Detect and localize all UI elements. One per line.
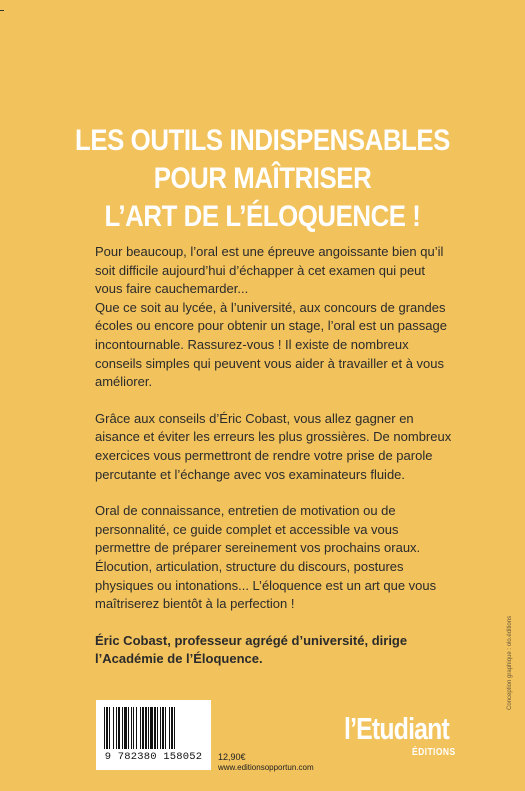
paragraph-advice: Grâce aux conseils d’Éric Cobast, vous allez gagner en aisance et éviter les erreurs les plus grossières. De nombreux exercices vous permettront de rendre votre prise de parole percutante et l’échange avec vos examinateurs fluide. (95, 410, 452, 482)
barcode-icon (104, 707, 203, 749)
paragraph-guide: Oral de connaissance, entretien de motivation ou de personnalité, ce guide complet et accessible va vous permettre de préparer sereinement vos prochains oraux. (95, 503, 421, 556)
headline-line-3: L’ART DE L’ÉLOQUENCE ! (104, 200, 421, 233)
headline-line-1: LES OUTILS INDISPENSABLES (75, 124, 450, 157)
logo-sub-text: ÉDITIONS (412, 747, 456, 758)
isbn-number: 9 782380 158052 (104, 751, 203, 763)
logo-main-text: l’Etudiant (344, 711, 449, 746)
price: 12,90€ (218, 752, 246, 762)
publisher-logo (344, 711, 464, 758)
website: www.editionsopportun.com (218, 763, 314, 772)
headline (37, 122, 489, 236)
author-bio: Éric Cobast, professeur agrégé d’université, dirige l’Académie de l’Éloquence. (95, 632, 408, 667)
paragraph-context: Que ce soit au lycée, à l’université, aux concours de grandes écoles ou encore pour obtenir un stage, l’oral est un passage incontournable. Rassurez-vous ! Il existe de nombreux conseils simples qui peuvent vous aider à travailler et à vous améliorer. (95, 299, 447, 390)
design-credit: Conception graphique : olo.éditions (507, 615, 513, 710)
barcode (96, 700, 211, 770)
paragraph-eloquence: Élocution, articulation, structure du discours, postures physiques ou intonations... L’éloquence est un art que vous maîtriserez bientôt à la perfection ! (95, 558, 437, 612)
paragraph-intro: Pour beaucoup, l’oral est une épreuve angoissante bien qu’il soit difficile aujourd’hui d’échapper à cet examen qui peut vous faire cauchemarder... (95, 244, 444, 297)
blurb (95, 243, 455, 669)
headline-line-2: POUR MAÎTRISER (153, 162, 372, 195)
crop-mark (0, 10, 4, 11)
